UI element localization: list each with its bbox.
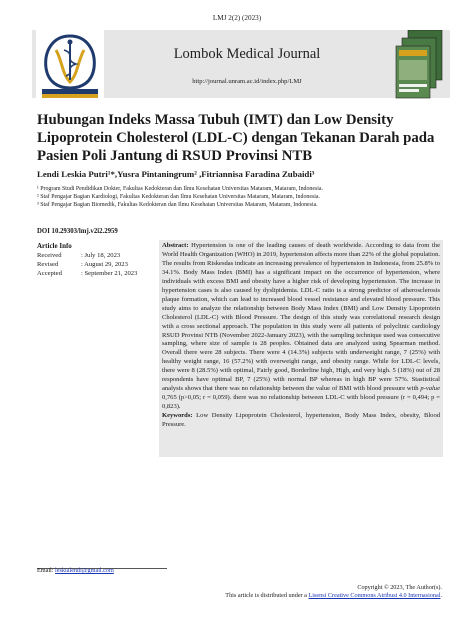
- accepted-label: Accepted: [37, 270, 62, 277]
- article-title: Hubungan Indeks Massa Tubuh (IMT) dan Low Density Lipoprotein Cholesterol (LDL-C) dengan Tekanan Darah pada Pasien Poli Jantung di RSUD Provinsi NTB: [37, 112, 435, 164]
- received-label: Received: [37, 252, 62, 259]
- affiliation-2: ² Staf Pengajar Bagian Kardiologi, Fakultas Kedokteran dan Ilmu Kesehatan Universitas Mataram, Mataram, Indonesia.: [37, 194, 320, 200]
- journal-cover-thumbnail: [394, 30, 444, 100]
- corresponding-email: [37, 567, 114, 574]
- accepted-value: : September 21, 2023: [81, 270, 138, 277]
- received-row: [37, 252, 121, 259]
- revised-row: [37, 261, 128, 268]
- license-link[interactable]: Lisensi Creative Commons Atribusi 4.0 Internasional: [308, 592, 441, 599]
- accepted-row: [37, 270, 138, 277]
- article-authors: Lendi Leskia Putri¹*,Yusra Pintaningrum² ,Fitriannisa Faradina Zubaidi³: [37, 169, 315, 179]
- journal-title: Lombok Medical Journal: [173, 46, 321, 62]
- article-info-heading: Article Info: [37, 242, 72, 250]
- received-value: : July 18, 2023: [81, 252, 121, 259]
- copyright-notice: Copyright © 2023, The Author(s).: [357, 584, 442, 591]
- affiliation-3: ³ Staf Pengajar Bagian Biomedik, Fakultas Kedokteran dan Ilmu Kesehatan Universitas Mataram, Mataram, Indonesia.: [37, 202, 318, 208]
- abstract-body-2: 0,765 (p>0,05; r = 0,059). there was no relationship between LDL-C with blood pressure (r = 0,494; p = 0,823).: [162, 394, 440, 411]
- journal-logo: [36, 30, 104, 100]
- p-value-label: p-value: [420, 385, 440, 393]
- revised-value: : August 29, 2023: [81, 261, 128, 268]
- license-notice: [225, 592, 442, 599]
- email-link[interactable]: leskialendi@gmail.com: [55, 567, 114, 574]
- journal-url[interactable]: http://journal.unram.ac.id/index.php/LMJ: [192, 78, 302, 85]
- revised-label: Revised: [37, 261, 59, 268]
- license-suffix: .: [440, 592, 442, 599]
- email-label: Email:: [37, 567, 56, 574]
- journal-issue: LMJ 2(2) (2023): [212, 14, 262, 22]
- abstract-text: [162, 242, 440, 430]
- affiliation-1: ¹ Program Studi Pendidikan Dokter, Fakultas Kedokteran dan Ilmu Kesehatan Universitas Mataram, Mataram, Indonesia.: [37, 186, 324, 192]
- license-prefix: This article is distributed under a: [225, 592, 309, 599]
- keywords-text: Low Density Lipoprotein Cholesterol, hypertension, Body Mass Index, obesity, Blood Pressure.: [162, 412, 440, 429]
- abstract-body-1: Hypertension is one of the leading causes of death worldwide. According to data from the World Health Organization (WHO) in 2019, hypertension affects more than 22% of the global population. The results from Riskesdas indicate an increasing prevalence of hypertension in Indonesia, from 25.8% to 34.1%. Body Mass Index (BMI) has a significant impact on the occurrence of hypertension, where individuals with excess BMI and obesity have a higher risk of developing hypertension. The increase in hypertension cases is also caused by dyslipidemia. LDL-C ratio is a strong predictor of atherosclerosis plaque formation, which can lead to increased blood vessel resistance and elevated blood pressure. This study aims to analyze the relationship between Body Mass Index (BMI) and Low Density Lipoprotein Cholesterol (LDL-C) with Blood Pressure. The design of this study was correlational research design with a cross sectional approach. The population in this study were all patients of polyclinic cardiology RSUD Provinsi NTB (November 2022-January 2023), with the sampling technique used was consecutive sampling, where size of sample is 28 peoples. Obtained data are analyzed using Spearman method. Overall there were 28 subjects. There were 4 (14.3%) subjects with underweight range, 7 (25%) with healthy weight range, 16 (57.2%) with overweight range, and obesity range. While for LDL-C levels, there were 8 (28.5%) with optimal, Fairly good, Borderline high, High, and very high. 5 (18%) out of 28 respondents have optimal BP, 7 (25%) with normal BP whereas in high BP were 57%. Stastistical analysis shows that there was no relationship between the value of BMI with blood pressure with: [162, 242, 440, 393]
- abstract-label: Abstract:: [162, 242, 189, 249]
- keywords-label: Keywords:: [162, 412, 193, 420]
- article-doi[interactable]: DOI 10.29303/lmj.v2i2.2959: [37, 228, 118, 235]
